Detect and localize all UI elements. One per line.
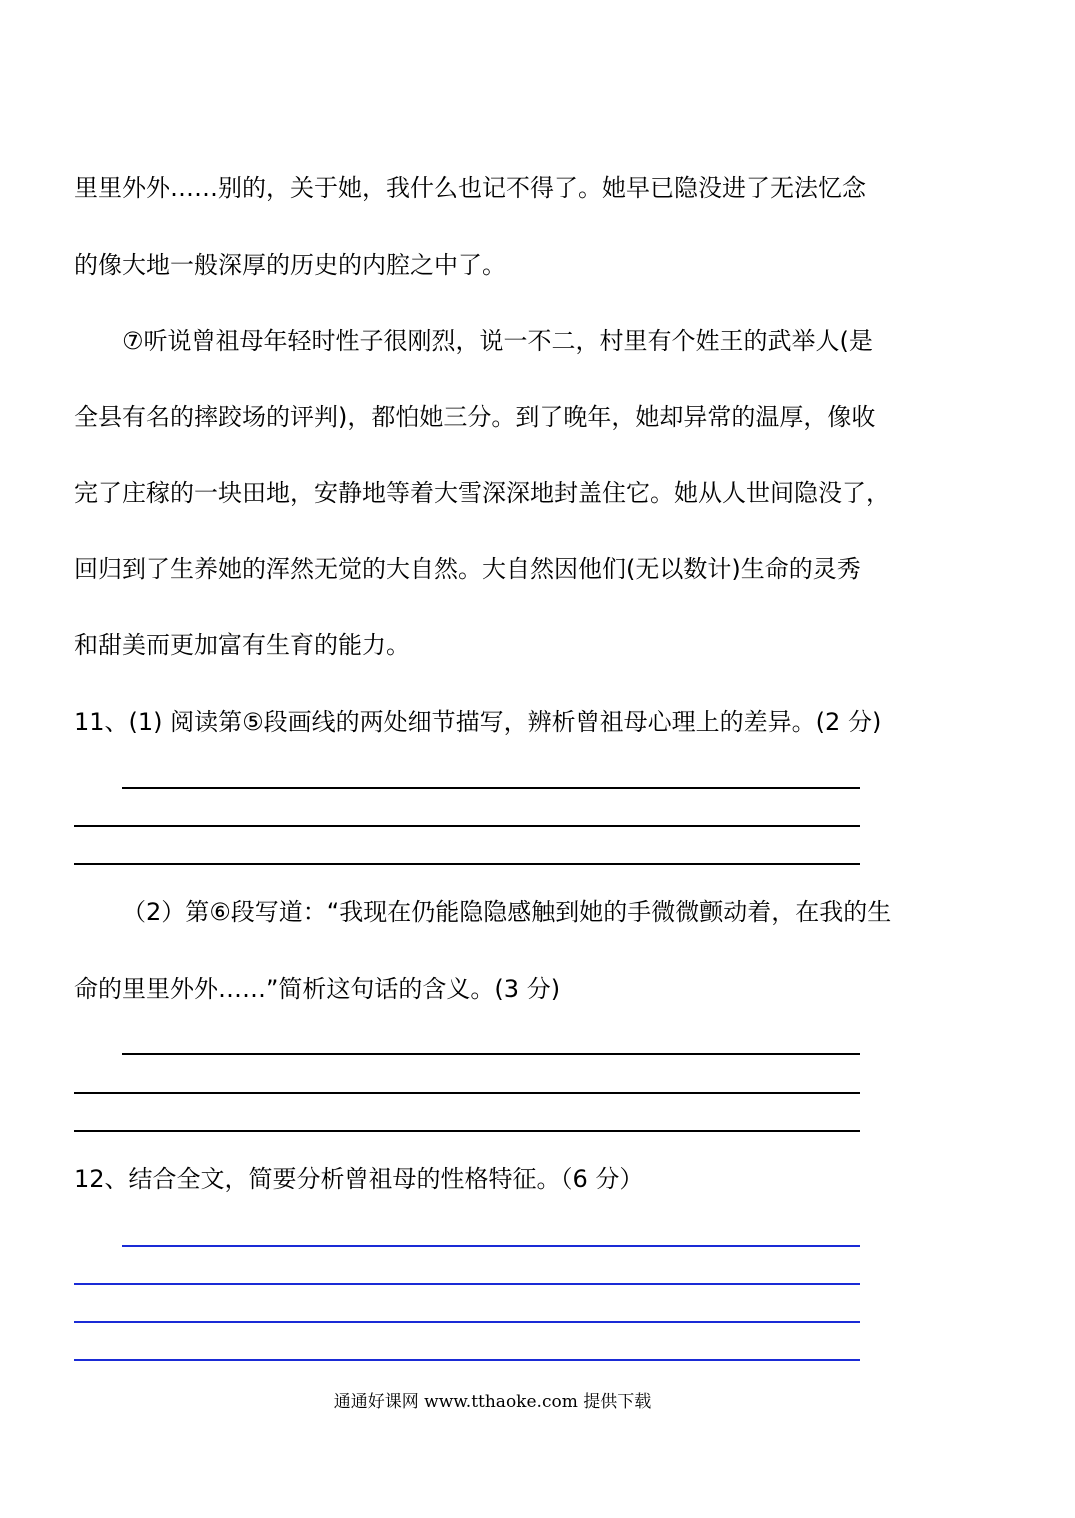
answer-line[interactable] — [74, 1359, 860, 1361]
question-11-part-1: 11、(1) 阅读第⑤段画线的两处细节描写，辨析曾祖母心理上的差异。(2 分) — [74, 708, 882, 736]
answer-line[interactable] — [74, 1283, 860, 1285]
answer-line[interactable] — [74, 1130, 860, 1132]
answer-line[interactable] — [74, 1092, 860, 1094]
answer-line[interactable] — [74, 1321, 860, 1323]
question-11-part-2-line-2: 命的里里外外……”简析这句话的含义。(3 分) — [74, 975, 561, 1003]
question-12: 12、结合全文，简要分析曾祖母的性格特征。（6 分） — [74, 1165, 644, 1193]
passage-paragraph-6-line-2: 的像大地一般深厚的历史的内腔之中了。 — [74, 251, 506, 279]
answer-line[interactable] — [122, 787, 860, 789]
passage-paragraph-6-line-1: 里里外外……别的，关于她，我什么也记不得了。她早已隐没进了无法忆念 — [74, 174, 866, 202]
passage-paragraph-7-line-3: 完了庄稼的一块田地，安静地等着大雪深深地封盖住它。她从人世间隐没了， — [74, 479, 890, 507]
answer-line[interactable] — [74, 863, 860, 865]
passage-paragraph-7-line-5: 和甜美而更加富有生育的能力。 — [74, 631, 410, 659]
passage-paragraph-7-line-2: 全县有名的摔跤场的评判)，都怕她三分。到了晚年，她却异常的温厚，像收 — [74, 403, 876, 431]
answer-line[interactable] — [122, 1245, 860, 1247]
passage-paragraph-7-line-4: 回归到了生养她的浑然无觉的大自然。大自然因他们(无以数计)生命的灵秀 — [74, 555, 861, 583]
answer-line[interactable] — [74, 825, 860, 827]
question-11-part-2-line-1: （2）第⑥段写道：“我现在仍能隐隐感触到她的手微微颤动着，在我的生 — [122, 898, 892, 926]
footer-download-note: 通通好课网 www.tthaoke.com 提供下载 — [333, 1392, 652, 1412]
passage-paragraph-7-line-1: ⑦听说曾祖母年轻时性子很刚烈，说一不二，村里有个姓王的武举人(是 — [122, 327, 873, 355]
answer-line[interactable] — [122, 1053, 860, 1055]
